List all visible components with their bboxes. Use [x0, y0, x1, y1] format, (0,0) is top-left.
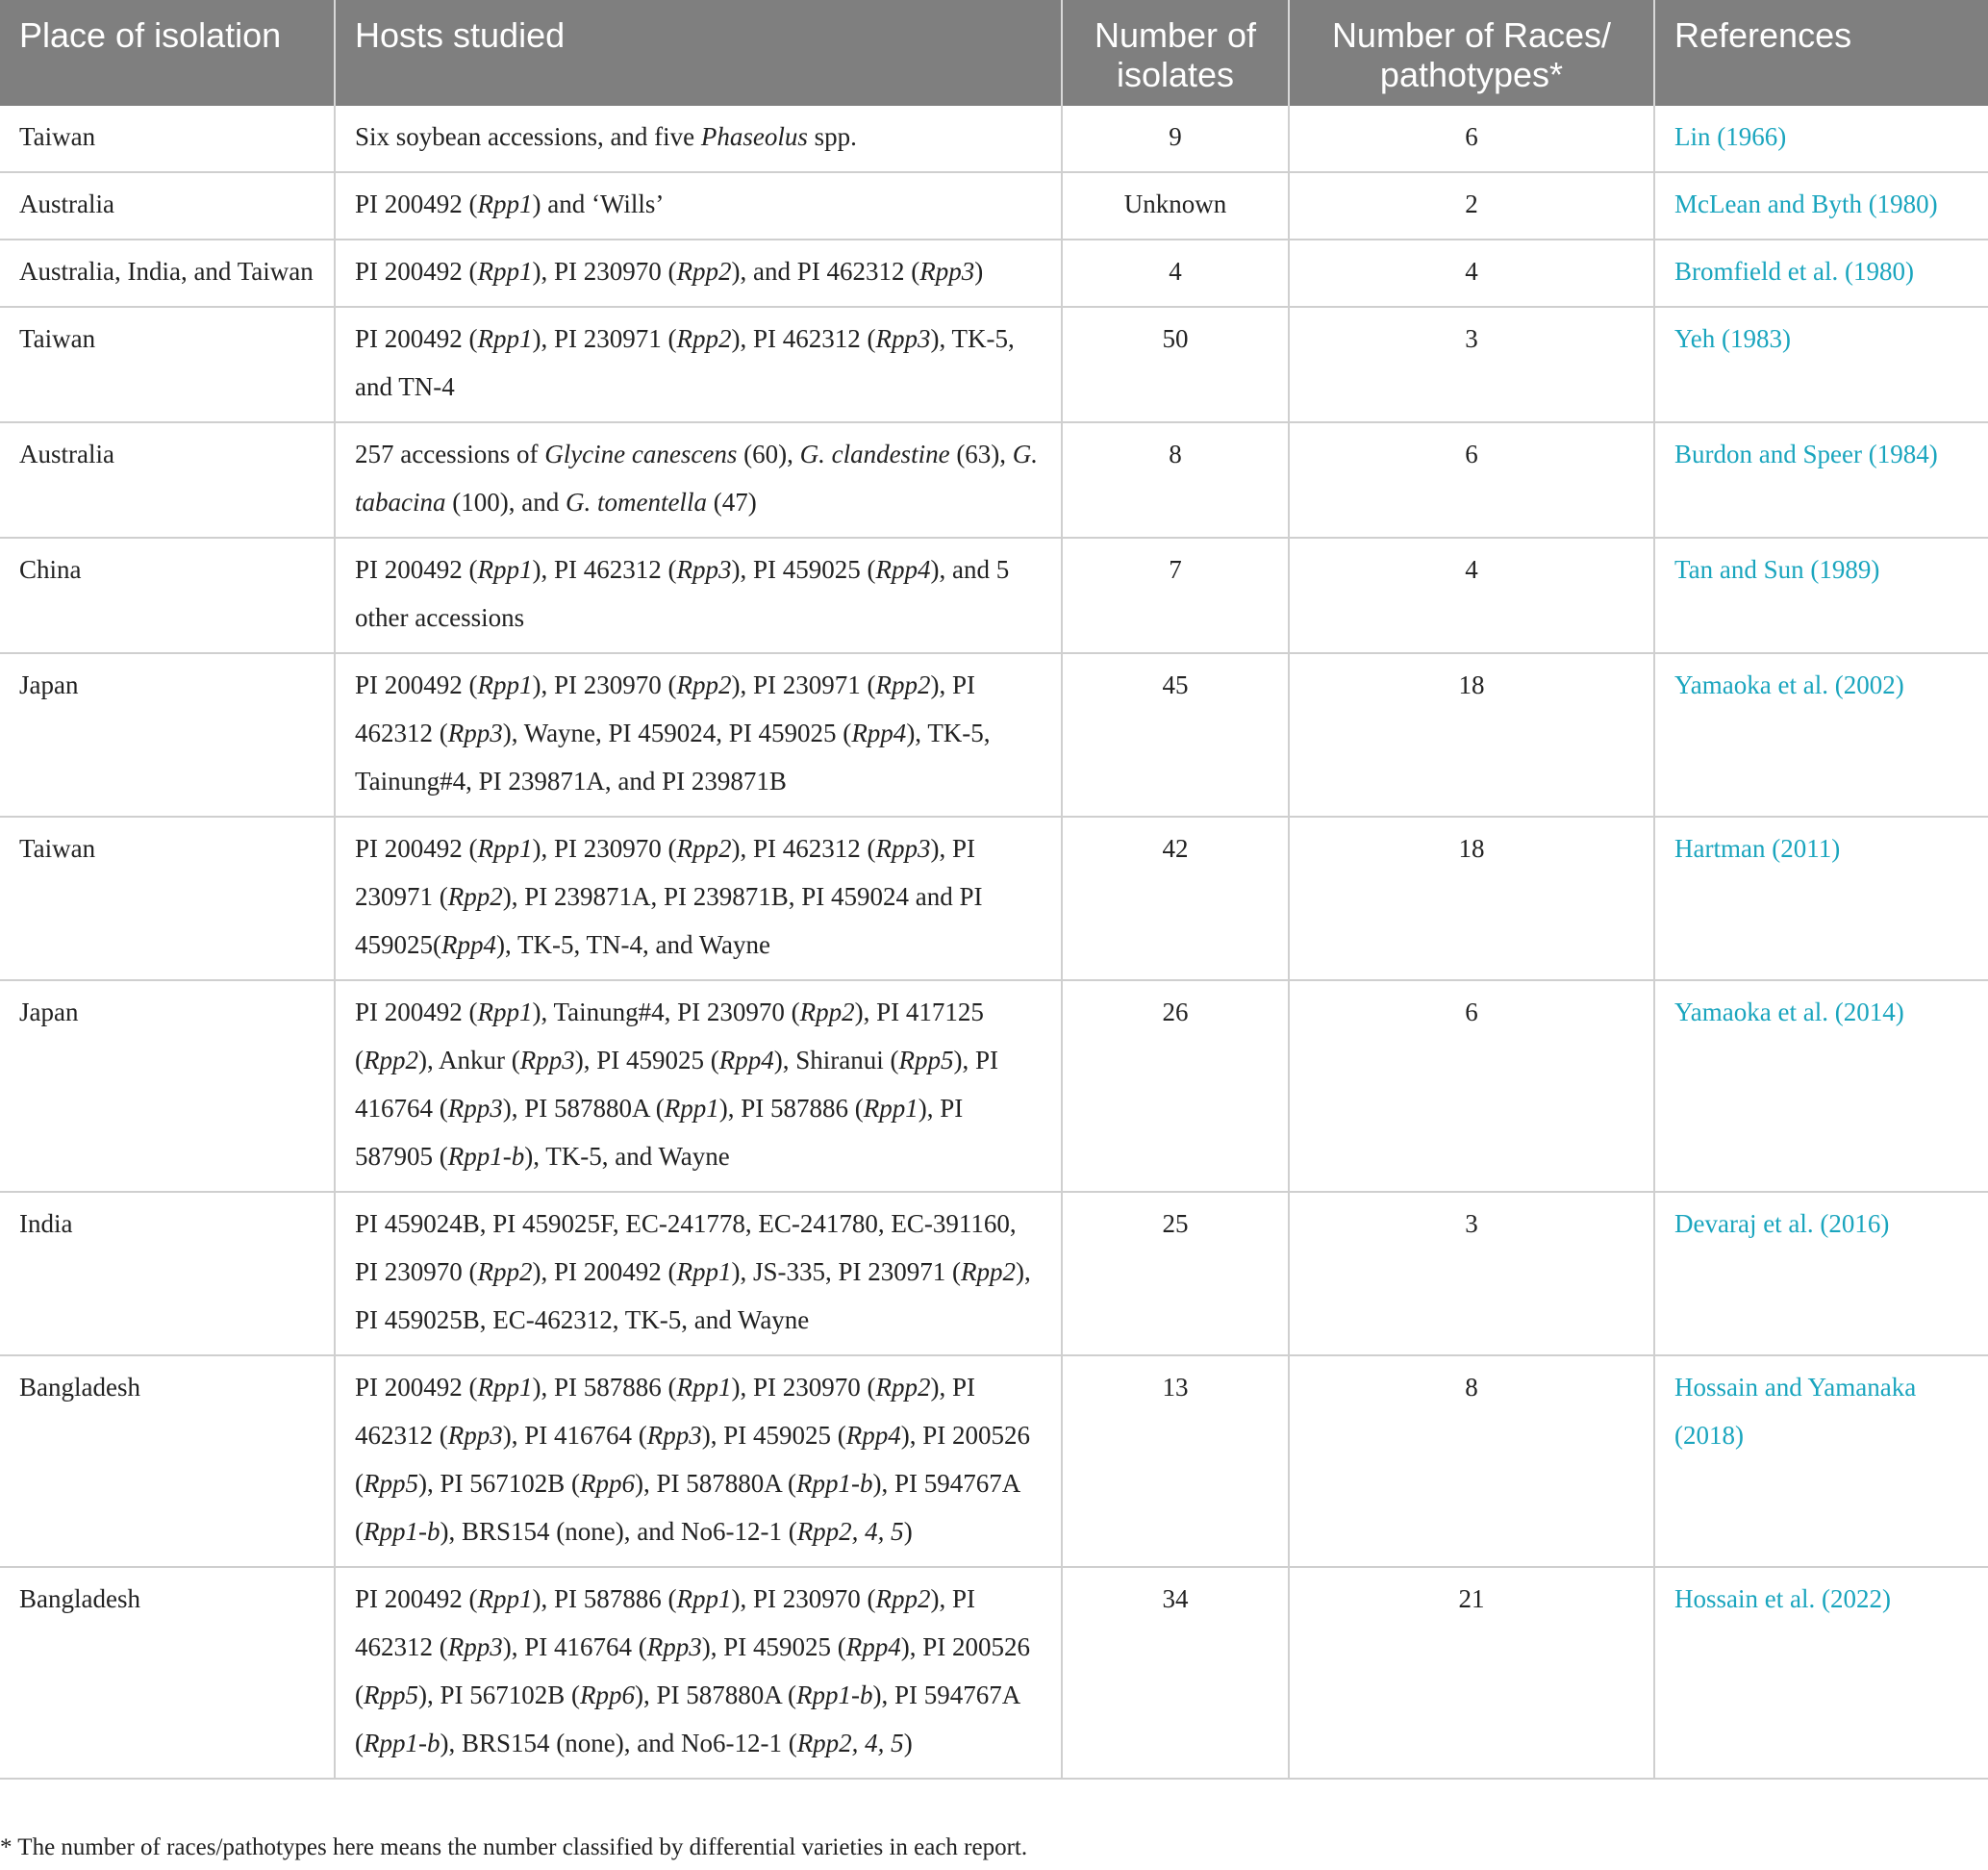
reference-link[interactable]: Tan and Sun (1989) [1654, 538, 1988, 653]
reference-link[interactable]: Hartman (2011) [1654, 817, 1988, 980]
cell-isolates: 45 [1062, 653, 1289, 817]
table-row [0, 307, 1988, 422]
table-footnote: * The number of races/pathotypes here means the number classified by differential varieties in each report. [0, 1834, 1028, 1860]
table-row [0, 172, 1988, 240]
cell-races: 18 [1289, 653, 1654, 817]
cell-hosts: PI 200492 (Rpp1), PI 230971 (Rpp2), PI 462312 (Rpp3), TK-5, and TN-4 [335, 307, 1062, 422]
table-row [0, 817, 1988, 980]
table-row [0, 653, 1988, 817]
cell-place: India [0, 1192, 335, 1355]
header-references: References [1654, 0, 1988, 106]
reference-link[interactable]: Bromfield et al. (1980) [1654, 240, 1988, 307]
cell-hosts: Six soybean accessions, and five Phaseolus spp. [335, 106, 1062, 172]
reference-link[interactable]: Devaraj et al. (2016) [1654, 1192, 1988, 1355]
table-row [0, 538, 1988, 653]
cell-hosts: PI 200492 (Rpp1), PI 230970 (Rpp2), PI 462312 (Rpp3), PI 230971 (Rpp2), PI 239871A, PI 239871B, PI 459024 and PI 459025(Rpp4), TK-5, TN-4, and Wayne [335, 817, 1062, 980]
cell-isolates: 26 [1062, 980, 1289, 1192]
cell-races: 6 [1289, 106, 1654, 172]
table-row [0, 1192, 1988, 1355]
cell-races: 8 [1289, 1355, 1654, 1567]
cell-races: 4 [1289, 240, 1654, 307]
cell-hosts: PI 200492 (Rpp1), PI 462312 (Rpp3), PI 459025 (Rpp4), and 5 other accessions [335, 538, 1062, 653]
cell-place: Taiwan [0, 307, 335, 422]
reference-link[interactable]: McLean and Byth (1980) [1654, 172, 1988, 240]
header-row [0, 0, 1988, 106]
cell-place: Taiwan [0, 106, 335, 172]
cell-place: Bangladesh [0, 1355, 335, 1567]
cell-isolates: 34 [1062, 1567, 1289, 1779]
table-row [0, 980, 1988, 1192]
table-row [0, 1567, 1988, 1779]
cell-place: China [0, 538, 335, 653]
cell-isolates: 9 [1062, 106, 1289, 172]
cell-isolates: 50 [1062, 307, 1289, 422]
cell-isolates: Unknown [1062, 172, 1289, 240]
cell-isolates: 4 [1062, 240, 1289, 307]
cell-races: 3 [1289, 307, 1654, 422]
header-races: Number of Races/ pathotypes* [1289, 0, 1654, 106]
cell-races: 4 [1289, 538, 1654, 653]
cell-place: Taiwan [0, 817, 335, 980]
reference-link[interactable]: Burdon and Speer (1984) [1654, 422, 1988, 538]
cell-isolates: 13 [1062, 1355, 1289, 1567]
cell-isolates: 42 [1062, 817, 1289, 980]
cell-races: 18 [1289, 817, 1654, 980]
cell-races: 6 [1289, 422, 1654, 538]
header-place: Place of isolation [0, 0, 335, 106]
reference-link[interactable]: Yamaoka et al. (2014) [1654, 980, 1988, 1192]
cell-races: 3 [1289, 1192, 1654, 1355]
header-isolates: Number of isolates [1062, 0, 1289, 106]
cell-place: Bangladesh [0, 1567, 335, 1779]
cell-hosts: PI 200492 (Rpp1), PI 230970 (Rpp2), and PI 462312 (Rpp3) [335, 240, 1062, 307]
cell-hosts: PI 200492 (Rpp1), Tainung#4, PI 230970 (Rpp2), PI 417125 (Rpp2), Ankur (Rpp3), PI 459025 (Rpp4), Shiranui (Rpp5), PI 416764 (Rpp3), PI 587880A (Rpp1), PI 587886 (Rpp1), PI 587905 (Rpp1-b), TK-5, and Wayne [335, 980, 1062, 1192]
table-row [0, 1355, 1988, 1567]
cell-hosts: 257 accessions of Glycine canescens (60), G. clandestine (63), G. tabacina (100), and G. tomentella (47) [335, 422, 1062, 538]
cell-place: Australia, India, and Taiwan [0, 240, 335, 307]
reference-link[interactable]: Yamaoka et al. (2002) [1654, 653, 1988, 817]
cell-isolates: 7 [1062, 538, 1289, 653]
cell-isolates: 25 [1062, 1192, 1289, 1355]
cell-place: Australia [0, 172, 335, 240]
cell-place: Japan [0, 653, 335, 817]
reference-link[interactable]: Yeh (1983) [1654, 307, 1988, 422]
header-hosts: Hosts studied [335, 0, 1062, 106]
cell-races: 2 [1289, 172, 1654, 240]
cell-hosts: PI 200492 (Rpp1), PI 587886 (Rpp1), PI 230970 (Rpp2), PI 462312 (Rpp3), PI 416764 (Rpp3), PI 459025 (Rpp4), PI 200526 (Rpp5), PI 567102B (Rpp6), PI 587880A (Rpp1-b), PI 594767A (Rpp1-b), BRS154 (none), and No6-12-1 (Rpp2, 4, 5) [335, 1355, 1062, 1567]
reference-link[interactable]: Hossain and Yamanaka (2018) [1654, 1355, 1988, 1567]
table-row [0, 422, 1988, 538]
reference-link[interactable]: Lin (1966) [1654, 106, 1988, 172]
cell-place: Australia [0, 422, 335, 538]
cell-races: 6 [1289, 980, 1654, 1192]
cell-hosts: PI 200492 (Rpp1) and ‘Wills’ [335, 172, 1062, 240]
cell-place: Japan [0, 980, 335, 1192]
cell-races: 21 [1289, 1567, 1654, 1779]
cell-hosts: PI 459024B, PI 459025F, EC-241778, EC-241780, EC-391160, PI 230970 (Rpp2), PI 200492 (Rpp1), JS-335, PI 230971 (Rpp2), PI 459025B, EC-462312, TK-5, and Wayne [335, 1192, 1062, 1355]
reference-link[interactable]: Hossain et al. (2022) [1654, 1567, 1988, 1779]
cell-hosts: PI 200492 (Rpp1), PI 587886 (Rpp1), PI 230970 (Rpp2), PI 462312 (Rpp3), PI 416764 (Rpp3), PI 459025 (Rpp4), PI 200526 (Rpp5), PI 567102B (Rpp6), PI 587880A (Rpp1-b), PI 594767A (Rpp1-b), BRS154 (none), and No6-12-1 (Rpp2, 4, 5) [335, 1567, 1062, 1779]
cell-isolates: 8 [1062, 422, 1289, 538]
cell-hosts: PI 200492 (Rpp1), PI 230970 (Rpp2), PI 230971 (Rpp2), PI 462312 (Rpp3), Wayne, PI 459024, PI 459025 (Rpp4), TK-5, Tainung#4, PI 239871A, and PI 239871B [335, 653, 1062, 817]
table-row [0, 240, 1988, 307]
table-row [0, 106, 1988, 172]
